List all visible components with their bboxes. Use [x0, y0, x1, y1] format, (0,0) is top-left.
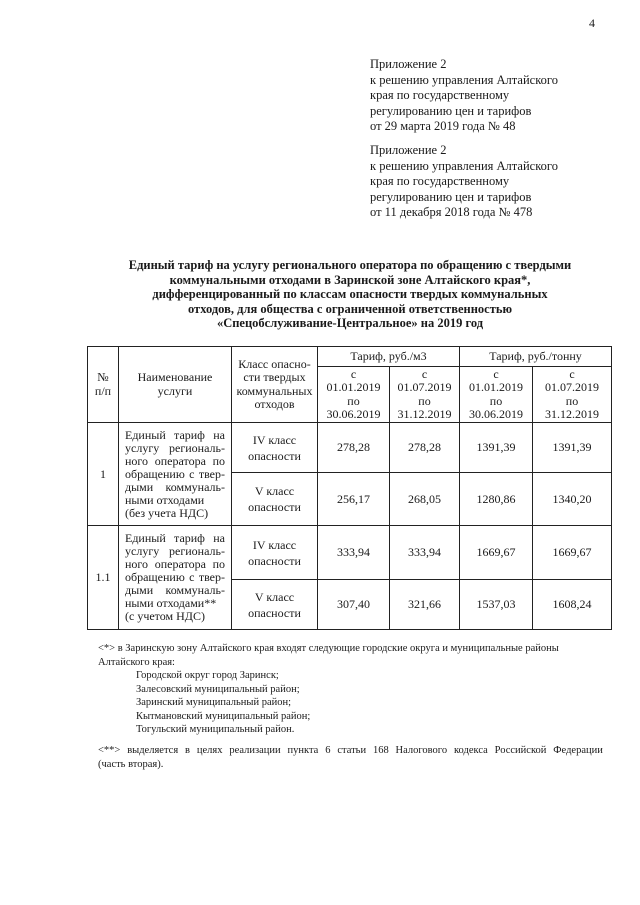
list-item: Заринский муниципальный район;	[136, 697, 292, 708]
appendix-note-current	[370, 57, 558, 135]
header-period-1: с 01.01.2019 по 30.06.2019	[460, 367, 533, 423]
list-item: Городской округ город Заринск;	[136, 670, 279, 681]
tariff-value: 1280,86	[460, 473, 533, 526]
tariff-value: 268,05	[390, 473, 460, 526]
row-number: 1.1	[88, 526, 119, 630]
header-tariff-m3: Тариф, руб./м3	[318, 347, 460, 367]
header-period-2: с 01.07.2019 по 31.12.2019	[533, 367, 612, 423]
tariff-value: 1340,20	[533, 473, 612, 526]
tariff-value: 1669,67	[533, 526, 612, 580]
appendix-line: от 29 марта 2019 года № 48	[370, 119, 516, 133]
appendix-line: Приложение 2	[370, 57, 447, 71]
footnote-text: Алтайского края:	[98, 656, 175, 668]
tariff-value: 333,94	[390, 526, 460, 580]
hazard-class: IV класс опасности	[232, 526, 318, 580]
tariff-value: 1608,24	[533, 580, 612, 630]
header-tariff-tonne: Тариф, руб./тонну	[460, 347, 612, 367]
appendix-line: к решению управления Алтайского	[370, 72, 558, 87]
list-item: Залесовский муниципальный район;	[136, 683, 300, 695]
appendix-line: от 11 декабря 2018 года № 478	[370, 205, 533, 219]
service-name: Единый тариф на услугу региональ- ного оператора по обращению с твер- дыми коммуналь- ными отходами** (с учетом НДС)	[119, 526, 232, 630]
appendix-line: регулированию цен и тарифов	[370, 189, 532, 204]
footnote-text: <*> в Заринскую зону Алтайского края входят следующие городские округа и муниципальные районы	[98, 643, 559, 654]
tariff-value: 1391,39	[533, 423, 612, 473]
service-name: Единый тариф на услугу региональ- ного оператора по обращению с твер- дыми коммуналь- ными отходами (без учета НДС)	[119, 423, 232, 526]
header-class: Класс опасно- сти твердых коммунальных отходов	[232, 347, 318, 423]
list-item: Тогульский муниципальный район.	[136, 724, 295, 735]
tariff-value: 278,28	[390, 423, 460, 473]
header-name: Наименование услуги	[119, 347, 232, 423]
title-line: Единый тариф на услугу регионального оператора по обращению с твердыми	[128, 258, 572, 272]
title-line: коммунальными отходами в Заринской зоне Алтайского края*,	[169, 272, 531, 287]
hazard-class: V класс опасности	[232, 580, 318, 630]
footnote-vat	[98, 744, 603, 771]
hazard-class: V класс опасности	[232, 473, 318, 526]
appendix-line: Приложение 2	[370, 143, 447, 157]
appendix-line: края по государственному	[370, 88, 510, 102]
tariff-value: 1391,39	[460, 423, 533, 473]
tariff-value: 278,28	[318, 423, 390, 473]
tariff-table	[87, 346, 612, 630]
footnote-text: (часть вторая).	[98, 758, 164, 770]
appendix-line: края по государственному	[370, 174, 510, 188]
tariff-value: 256,17	[318, 473, 390, 526]
header-period-1: с 01.01.2019 по 30.06.2019	[318, 367, 390, 423]
document-title	[90, 258, 610, 331]
tariff-value: 333,94	[318, 526, 390, 580]
title-line: «Спецобслуживание-Центральное» на 2019 год	[216, 316, 484, 330]
table-row	[88, 423, 612, 473]
appendix-line: регулированию цен и тарифов	[370, 103, 532, 118]
title-line: отходов, для общества с ограниченной ответственностью	[187, 301, 513, 316]
footnote-text: <**> выделяется в целях реализации пункта 6 статьи 168 Налогового кодекса Российской Федерации	[98, 745, 603, 756]
tariff-value: 1537,03	[460, 580, 533, 630]
appendix-note-previous	[370, 143, 558, 221]
tariff-value: 307,40	[318, 580, 390, 630]
row-number: 1	[88, 423, 119, 526]
page-number: 4	[589, 16, 595, 30]
footnote-zone-list	[98, 642, 559, 737]
appendix-line: к решению управления Алтайского	[370, 158, 558, 173]
hazard-class: IV класс опасности	[232, 423, 318, 473]
list-item: Кытмановский муниципальный район;	[136, 710, 311, 722]
tariff-value: 321,66	[390, 580, 460, 630]
header-period-2: с 01.07.2019 по 31.12.2019	[390, 367, 460, 423]
table-row	[88, 526, 612, 580]
header-num: № п/п	[88, 347, 119, 423]
title-line: дифференцированный по классам опасности твердых коммунальных	[152, 287, 548, 301]
tariff-value: 1669,67	[460, 526, 533, 580]
